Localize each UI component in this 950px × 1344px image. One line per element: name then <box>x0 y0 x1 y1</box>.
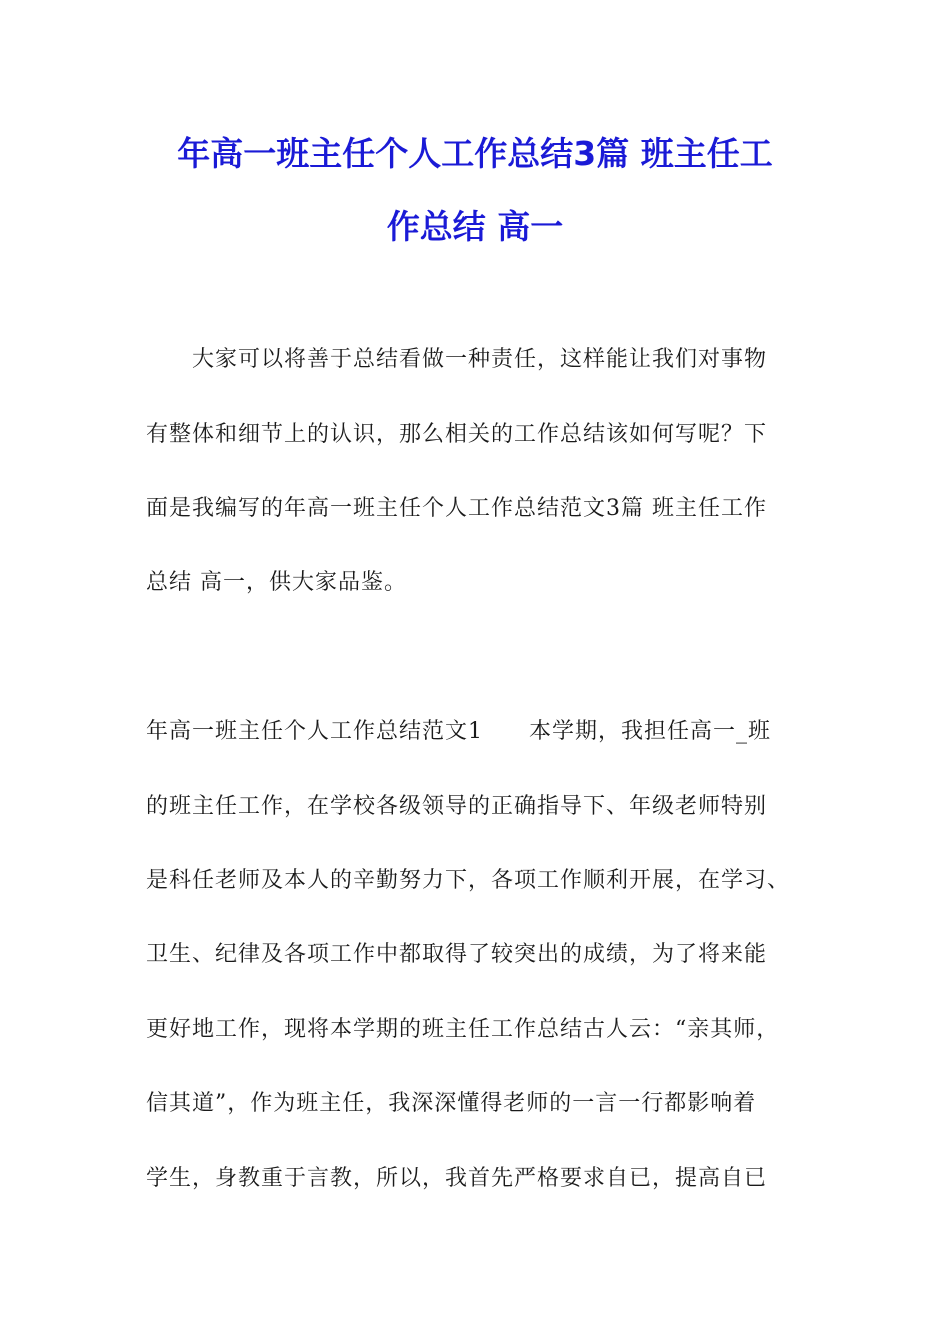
document-title-line-1: 年高一班主任个人工作总结3篇 班主任工 <box>177 134 773 173</box>
section-paragraph-line: 年高一班主任个人工作总结范文1 本学期，我担任高一_班 <box>146 719 771 744</box>
intro-paragraph-line: 大家可以将善于总结看做一种责任，这样能让我们对事物 <box>192 347 768 372</box>
document-title-line-2: 作总结 高一 <box>386 207 564 246</box>
section-paragraph-line: 更好地工作，现将本学期的班主任工作总结古人云：“亲其师， <box>146 1017 780 1042</box>
intro-paragraph-line: 有整体和细节上的认识，那么相关的工作总结该如何写呢？下 <box>146 422 768 447</box>
section-paragraph-line: 卫生、纪律及各项工作中都取得了较突出的成绩，为了将来能 <box>146 942 768 967</box>
intro-paragraph-line: 面是我编写的年高一班主任个人工作总结范文3篇 班主任工作 <box>146 496 767 521</box>
section-paragraph-line: 的班主任工作，在学校各级领导的正确指导下、年级老师特别 <box>146 794 768 819</box>
section-paragraph-line: 是科任老师及本人的辛勤努力下，各项工作顺利开展，在学习、 <box>146 868 791 893</box>
section-paragraph-line: 学生，身教重于言教，所以，我首先严格要求自已，提高自已 <box>146 1166 768 1191</box>
intro-paragraph-line: 总结 高一，供大家品鉴。 <box>146 570 407 595</box>
section-paragraph-line: 信其道”，作为班主任，我深深懂得老师的一言一行都影响着 <box>146 1091 757 1116</box>
